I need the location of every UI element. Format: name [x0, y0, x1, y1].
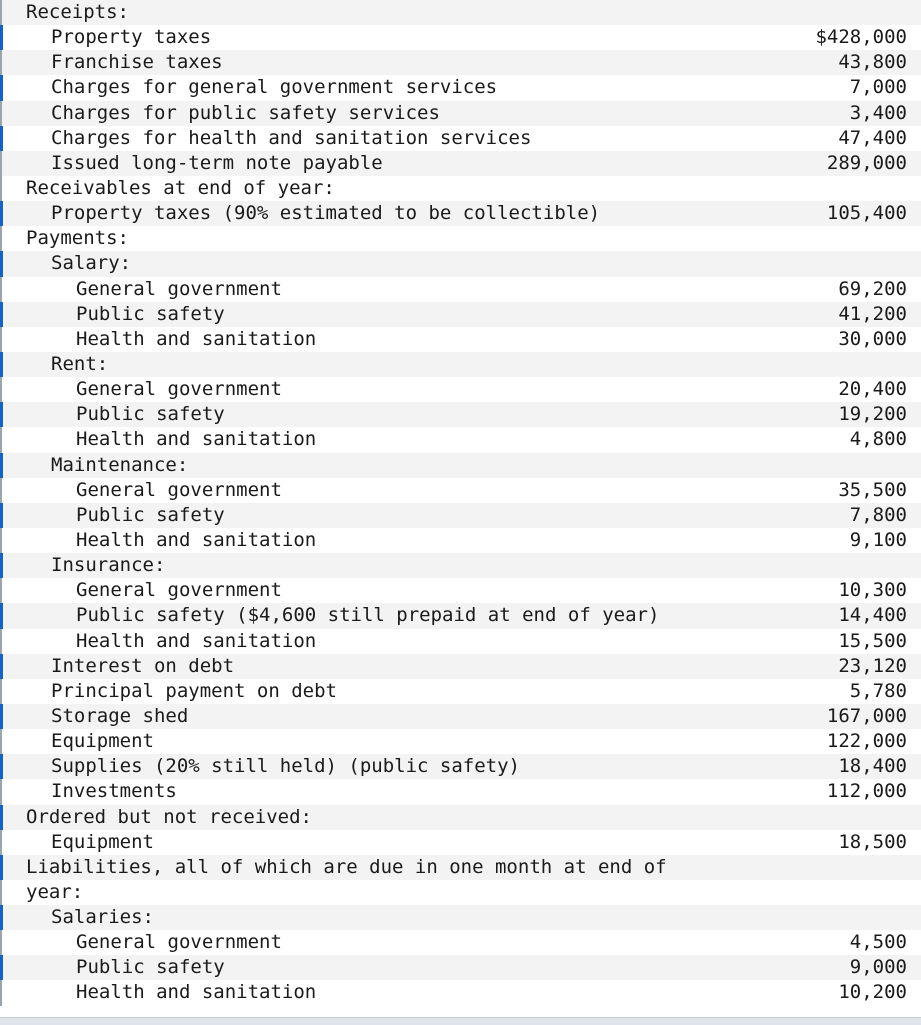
ledger-row [0, 327, 921, 352]
row-amount: 9,000 [849, 956, 907, 979]
row-label: Public safety [76, 302, 225, 325]
row-label: Public safety [76, 503, 225, 526]
ledger-section-heading [0, 553, 921, 578]
ledger-row [0, 980, 921, 1005]
row-amount: 9,100 [849, 528, 907, 551]
ledger-row [0, 754, 921, 779]
row-label: Health and sanitation [76, 981, 317, 1004]
row-label: Franchise taxes [51, 51, 223, 74]
row-label: Charges for public safety services [51, 101, 440, 124]
row-amount: 7,000 [849, 76, 907, 99]
ledger-row [0, 830, 921, 855]
row-amount: 5,780 [849, 679, 907, 702]
row-label: Property taxes (90% estimated to be collectible) [51, 202, 601, 225]
row-label: Supplies (20% still held) (public safety) [51, 755, 520, 778]
row-label: Payments: [26, 227, 129, 250]
ledger-row [0, 478, 921, 503]
ledger-row [0, 528, 921, 553]
row-amount: 47,400 [838, 126, 907, 149]
row-label: Health and sanitation [76, 428, 317, 451]
row-amount: 112,000 [826, 780, 907, 803]
row-label: Liabilities, all of which are due in one month at end of [26, 855, 667, 878]
ledger-row [0, 603, 921, 628]
row-label: Public safety [76, 403, 225, 426]
ledger-row [0, 377, 921, 402]
row-amount: 18,400 [838, 755, 907, 778]
row-label: General government [76, 478, 282, 501]
ledger-section-heading [0, 855, 921, 880]
row-label: Receivables at end of year: [26, 176, 335, 199]
row-amount: 41,200 [838, 302, 907, 325]
row-amount: 35,500 [838, 478, 907, 501]
ledger-row [0, 75, 921, 100]
row-amount: 15,500 [838, 629, 907, 652]
row-amount: 3,400 [849, 101, 907, 124]
ledger-row [0, 402, 921, 427]
ledger-row [0, 50, 921, 75]
row-amount: 4,800 [849, 428, 907, 451]
ledger-row [0, 930, 921, 955]
ledger-row [0, 101, 921, 126]
ledger-row [0, 503, 921, 528]
row-amount: 69,200 [838, 277, 907, 300]
row-label: Salaries: [51, 906, 154, 929]
row-label: year: [26, 880, 84, 903]
ledger-row [0, 955, 921, 980]
ledger-section-heading [0, 0, 921, 25]
ledger-row [0, 427, 921, 452]
row-amount: 23,120 [838, 654, 907, 677]
ledger-row [0, 277, 921, 302]
row-label: Health and sanitation [76, 629, 317, 652]
row-label: Interest on debt [51, 654, 235, 677]
ledger-row [0, 729, 921, 754]
row-label: Charges for health and sanitation services [51, 126, 532, 149]
row-label: Ordered but not received: [26, 805, 312, 828]
ledger-row [0, 654, 921, 679]
ledger-section-heading [0, 880, 921, 905]
row-amount: 10,300 [838, 579, 907, 602]
row-amount: 122,000 [826, 730, 907, 753]
row-amount: 167,000 [826, 704, 907, 727]
ledger-section-heading [0, 352, 921, 377]
row-amount: $428,000 [815, 26, 907, 49]
row-label: Public safety ($4,600 still prepaid at end of year) [76, 604, 660, 627]
row-label: General government [76, 277, 282, 300]
ledger-row [0, 126, 921, 151]
row-label: General government [76, 378, 282, 401]
row-label: Charges for general government services [51, 76, 498, 99]
row-amount: 14,400 [838, 604, 907, 627]
row-label: Receipts: [26, 1, 129, 23]
row-label: General government [76, 579, 282, 602]
row-label: Health and sanitation [76, 327, 317, 350]
row-amount: 20,400 [838, 378, 907, 401]
row-label: Investments [51, 780, 177, 803]
row-label: Salary: [51, 252, 132, 275]
row-amount: 30,000 [838, 327, 907, 350]
ledger-row [0, 704, 921, 729]
row-amount: 105,400 [826, 202, 907, 225]
row-amount: 4,500 [849, 931, 907, 954]
row-amount: 43,800 [838, 51, 907, 74]
ledger-section-heading [0, 251, 921, 276]
row-amount: 289,000 [826, 151, 907, 174]
row-label: Property taxes [51, 26, 212, 49]
ledger-row [0, 302, 921, 327]
ledger-section-heading [0, 905, 921, 930]
row-label: General government [76, 931, 282, 954]
ledger-row [0, 151, 921, 176]
row-amount: 18,500 [838, 830, 907, 853]
row-label: Equipment [51, 830, 154, 853]
ledger-row [0, 679, 921, 704]
ledger-section-heading [0, 226, 921, 251]
row-label: Equipment [51, 730, 154, 753]
row-label: Maintenance: [51, 453, 189, 476]
row-amount: 10,200 [838, 981, 907, 1004]
row-label: Health and sanitation [76, 528, 317, 551]
row-label: Issued long-term note payable [51, 151, 383, 174]
ledger-row [0, 779, 921, 804]
ledger-section-heading [0, 453, 921, 478]
row-label: Storage shed [51, 704, 189, 727]
row-amount: 7,800 [849, 503, 907, 526]
ledger-row [0, 629, 921, 654]
ledger-section-heading [0, 805, 921, 830]
row-label: Rent: [51, 352, 109, 375]
row-label: Principal payment on debt [51, 679, 337, 702]
row-label: Public safety [76, 956, 225, 979]
row-label: Insurance: [51, 554, 166, 577]
ledger-row [0, 25, 921, 50]
ledger-row [0, 578, 921, 603]
row-amount: 19,200 [838, 403, 907, 426]
ledger-section-heading [0, 176, 921, 201]
ledger-row [0, 201, 921, 226]
